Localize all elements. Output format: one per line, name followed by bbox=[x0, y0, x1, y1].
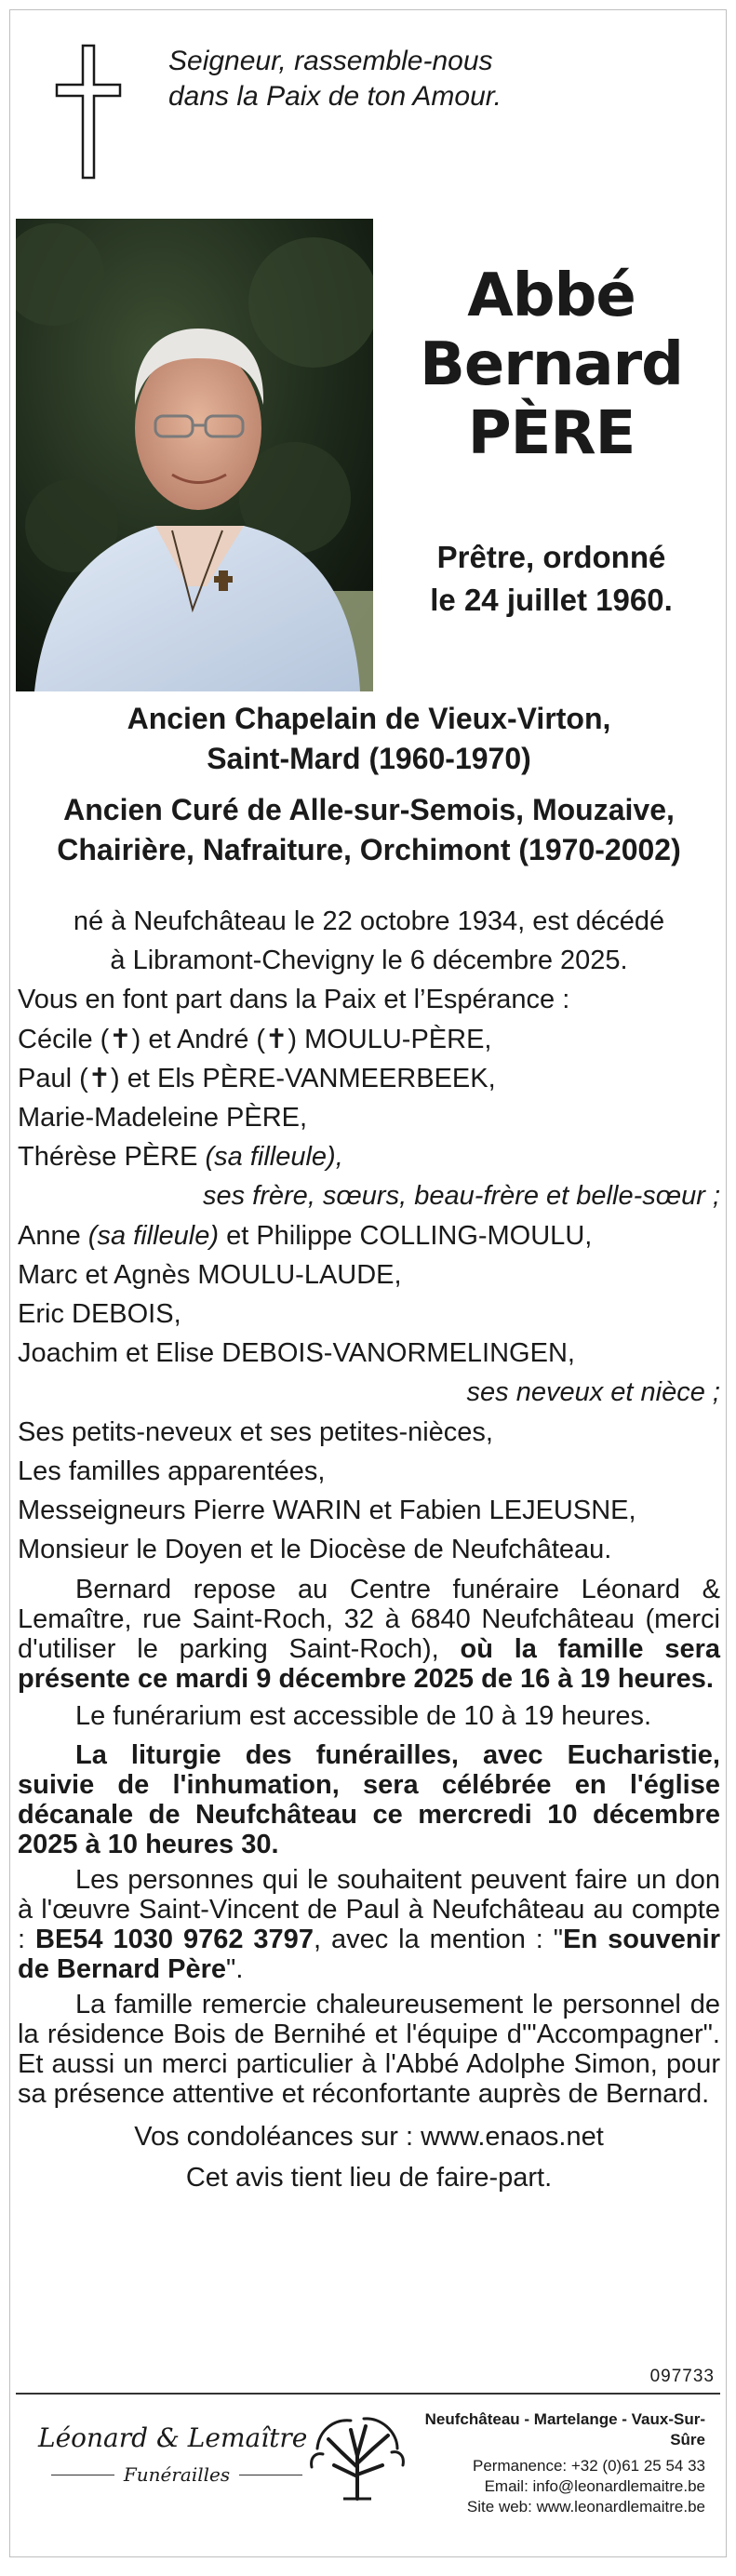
family-line: Paul (✝) et Els PÈRE-VANMEERBEEK, bbox=[18, 1063, 496, 1093]
name-title: Abbé bbox=[467, 262, 636, 330]
family-note: (sa filleule) bbox=[87, 1220, 220, 1251]
family-line: Joachim et Elise DEBOIS-VANORMELINGEN, bbox=[18, 1338, 575, 1369]
announcement-intro: Vous en font part dans la Paix et l’Espérance : bbox=[18, 985, 570, 1015]
family-name: Thérèse PÈRE bbox=[18, 1142, 206, 1173]
ordination-line-2: le 24 juillet 1960. bbox=[430, 583, 673, 617]
visitation-times: où la famille sera présente ce mardi 9 décembre 2025 de 16 à 19 heures. bbox=[18, 1634, 721, 1695]
prayer-line-2: dans la Paix de ton Amour. bbox=[168, 81, 502, 112]
website[interactable]: Site web: www.leonardlemaitre.be bbox=[466, 2498, 705, 2516]
prayer-line-1: Seigneur, rassemble-nous bbox=[168, 46, 493, 76]
notice-line: Cet avis tient lieu de faire-part. bbox=[185, 2163, 553, 2194]
family-line: Eric DEBOIS, bbox=[18, 1299, 181, 1330]
donation-text: Les personnes qui le souhaitent peuvent faire un don à l'œuvre Saint-Vincent de Paul à Neufchâteau au compte : bbox=[18, 1865, 720, 1955]
family-line: Marc et Agnès MOULU-LAUDE, bbox=[18, 1259, 402, 1290]
donation-text: ". bbox=[226, 1954, 244, 1985]
title-line-4: Chairière, Nafraiture, Orchimont (1970-2002) bbox=[57, 833, 681, 866]
tree-logo-icon bbox=[306, 2411, 408, 2501]
family-line: Ses petits-neveux et ses petites-nièces, bbox=[18, 1416, 493, 1447]
condolences-line: Vos condoléances sur : www.enaos.net bbox=[134, 2122, 604, 2153]
birth-death-line-2: à Libramont-Chevigny le 6 décembre 2025. bbox=[110, 946, 628, 976]
title-line-3: Ancien Curé de Alle-sur-Semois, Mouzaive, bbox=[63, 793, 675, 826]
family-line: Les familles apparentées, bbox=[18, 1456, 326, 1486]
notice-body bbox=[18, 902, 720, 2198]
reference-number: 097733 bbox=[649, 2367, 715, 2386]
family-line: Marie-Madeleine PÈRE, bbox=[18, 1103, 308, 1134]
family-line: Monsieur le Doyen et le Diocèse de Neufchâteau. bbox=[18, 1535, 612, 1565]
ordination-info bbox=[382, 536, 720, 622]
family-name: et Philippe COLLING-MOULU, bbox=[219, 1220, 593, 1251]
phone: Permanence: +32 (0)61 25 54 33 bbox=[473, 2457, 705, 2475]
title-line-2: Saint-Mard (1960-1970) bbox=[207, 742, 531, 775]
liturgy-paragraph: La liturgie des funérailles, avec Eucharistie, suivie de l'inhumation, sera célébrée en l'église décanale de Neufchâteau ce mercredi 10 décembre 2025 à 10 heures 30. bbox=[18, 1740, 720, 1860]
ministry-titles bbox=[10, 699, 727, 870]
family-note: (sa filleule), bbox=[205, 1142, 343, 1173]
family-line: Messeigneurs Pierre WARIN et Fabien LEJEUSNE, bbox=[18, 1496, 636, 1526]
donation-mention: En souvenir de Bernard Père bbox=[18, 1925, 720, 1985]
name-first: Bernard bbox=[420, 330, 683, 399]
email[interactable]: Email: info@leonardlemaitre.be bbox=[484, 2477, 705, 2495]
name-last: PÈRE bbox=[467, 399, 636, 468]
donation-paragraph bbox=[18, 1865, 720, 1984]
family-line bbox=[18, 1137, 720, 1176]
funeral-home-name: Léonard & Lemaître bbox=[38, 2422, 308, 2453]
footer-divider bbox=[16, 2393, 720, 2395]
portrait-photo bbox=[16, 219, 373, 691]
family-relation: ses neveux et nièce ; bbox=[466, 1377, 720, 1408]
donation-account: BE54 1030 9762 3797 bbox=[35, 1925, 314, 1955]
ordination-line-1: Prêtre, ordonné bbox=[436, 540, 666, 574]
funeral-home-contact bbox=[398, 2409, 705, 2517]
funeral-home-subtitle bbox=[51, 2463, 302, 2486]
locations: Neufchâteau - Martelange - Vaux-Sur-Sûre bbox=[424, 2410, 705, 2449]
visitation-paragraph bbox=[18, 1575, 720, 1694]
thanks-paragraph: La famille remercie chaleureusement le personnel de la résidence Bois de Bernihé et l'équipe d'"Accompagner". Et aussi un merci particulier à l'Abbé Adolphe Simon, pour sa présence attentive et réconfortante auprès de Bernard. bbox=[18, 1990, 720, 2110]
title-line-1: Ancien Chapelain de Vieux-Virton, bbox=[127, 702, 611, 735]
family-line bbox=[18, 1216, 720, 1255]
visitation-text: Bernard repose au Centre funéraire Léonard & Lemaître, rue Saint-Roch, 32 à 6840 Neufchâteau (merci d'utiliser le parking Saint-Roch), bbox=[18, 1575, 720, 1665]
birth-death-line-1: né à Neufchâteau le 22 octobre 1934, est décédé bbox=[73, 906, 665, 936]
latin-cross-icon bbox=[55, 44, 122, 180]
prayer-verse bbox=[168, 44, 689, 114]
deceased-name bbox=[382, 262, 720, 468]
obituary-notice bbox=[9, 9, 727, 2557]
donation-text: , avec la mention : " bbox=[313, 1925, 564, 1955]
closing bbox=[18, 2116, 720, 2198]
funerarium-hours: Le funérarium est accessible de 10 à 19 heures. bbox=[75, 1701, 652, 1732]
family-name: Anne bbox=[18, 1220, 88, 1251]
subtitle-text: Funérailles bbox=[123, 2463, 231, 2486]
family-line: Cécile (✝) et André (✝) MOULU-PÈRE, bbox=[18, 1024, 492, 1054]
family-relation: ses frère, sœurs, beau-frère et belle-sœur ; bbox=[203, 1181, 720, 1212]
